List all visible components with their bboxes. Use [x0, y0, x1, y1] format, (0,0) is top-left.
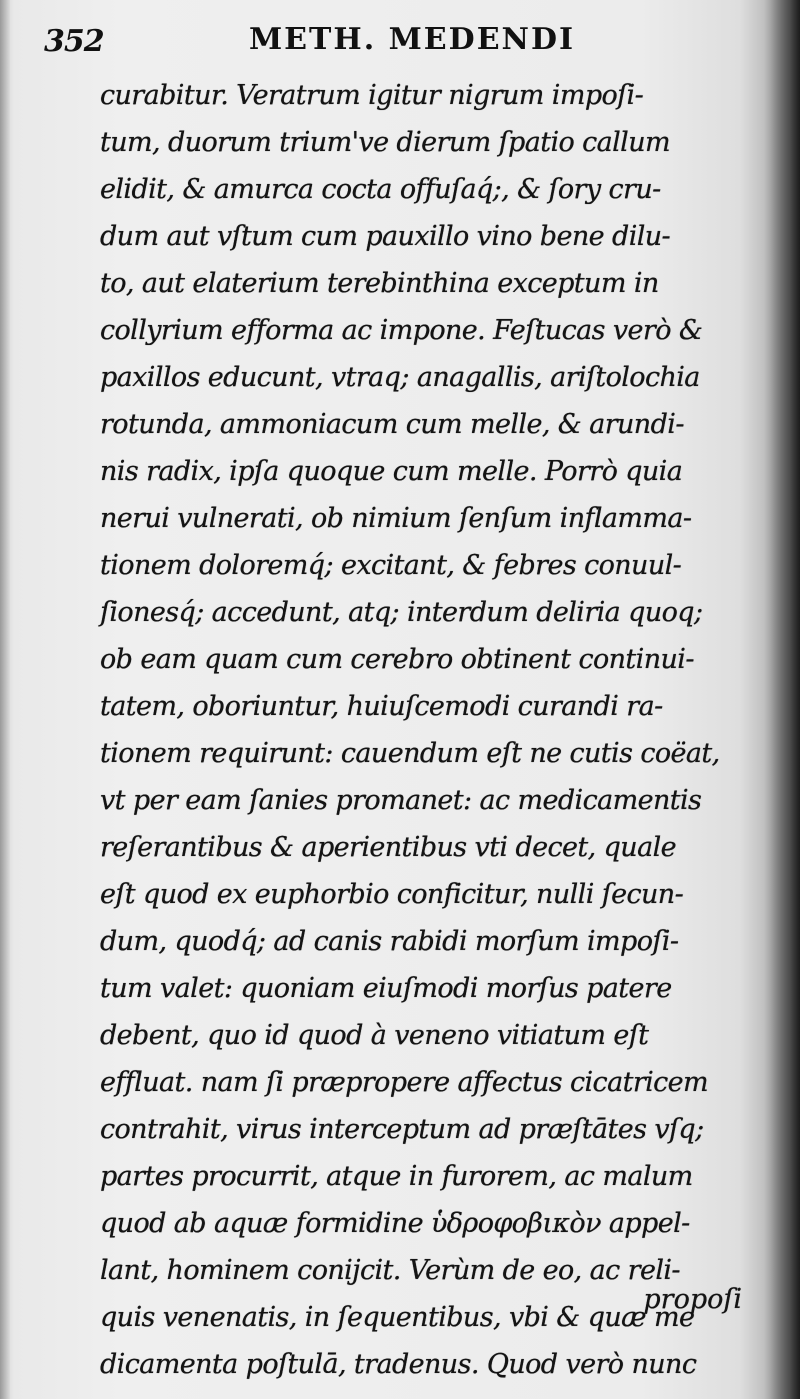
text-line: effluat. nam ſi præpropere affectus cicatricem — [100, 1067, 709, 1098]
text-line: nis radix, ipſa quoque cum melle. Porrò quia — [100, 456, 683, 487]
text-line: vt per eam ſanies promanet: ac medicamentis — [100, 785, 702, 816]
page-left-edge — [0, 0, 10, 1399]
text-line: collyrium efforma ac impone. Feſtucas verò & — [100, 315, 703, 346]
body-text — [100, 72, 760, 1388]
text-line: reſerantibus & aperientibus vti decet, quale — [100, 832, 677, 863]
text-line: debent, quo id quod à veneno vitiatum eſt — [100, 1020, 649, 1051]
catchword: propoſi — [643, 1284, 742, 1315]
text-line: dum, quodq́; ad canis rabidi morſum impoſi- — [100, 926, 679, 957]
text-line: paxillos educunt, vtraq; anagallis, ariſtolochia — [100, 362, 700, 393]
text-line: ob eam quam cum cerebro obtinent continui- — [100, 644, 694, 675]
text-line: partes procurrit, atque in furorem, ac malum — [100, 1161, 693, 1192]
text-line: tionem doloremq́; excitant, & febres conuul- — [100, 550, 682, 581]
text-line: ſionesq́; accedunt, atq; interdum deliria quoq; — [100, 597, 703, 628]
page-gutter-shadow — [764, 0, 800, 1399]
text-line: dicamenta poſtulā, tradenus. Quod verò nunc — [100, 1349, 697, 1380]
text-line: tum, duorum trium've dierum ſpatio callum — [100, 127, 670, 158]
text-line: tionem requirunt: cauendum eſt ne cutis coëat, — [100, 738, 720, 769]
text-line: nerui vulnerati, ob nimium ſenſum inflamma- — [100, 503, 692, 534]
text-line: tatem, oboriuntur, huiuſcemodi curandi ra- — [100, 691, 663, 722]
text-line: rotunda, ammoniacum cum melle, & arundi- — [100, 409, 684, 440]
text-line: tum valet: quoniam eiuſmodi morſus patere — [100, 973, 672, 1004]
text-line: eſt quod ex euphorbio conficitur, nulli ſecun- — [100, 879, 684, 910]
running-head: METH. MEDENDI — [248, 22, 576, 57]
text-line: lant, hominem conijcit. Verùm de eo, ac reli- — [100, 1255, 680, 1286]
text-line: quod ab aquæ formidine ὑδροφοβικὸν appel- — [100, 1208, 690, 1239]
text-line: contrahit, virus interceptum ad præſtātes vſq; — [100, 1114, 704, 1145]
text-line: dum aut vſtum cum pauxillo vino bene dilu- — [100, 221, 671, 252]
text-line: quis venenatis, in ſequentibus, vbi & quæ me — [100, 1302, 695, 1333]
page-number: 352 — [44, 24, 104, 59]
text-line: to, aut elaterium terebinthina exceptum in — [100, 268, 659, 299]
text-line: elidit, & amurca cocta offuſaq́;, & ſory cru- — [100, 174, 661, 205]
text-line: curabitur. Veratrum igitur nigrum impoſi- — [100, 80, 644, 111]
